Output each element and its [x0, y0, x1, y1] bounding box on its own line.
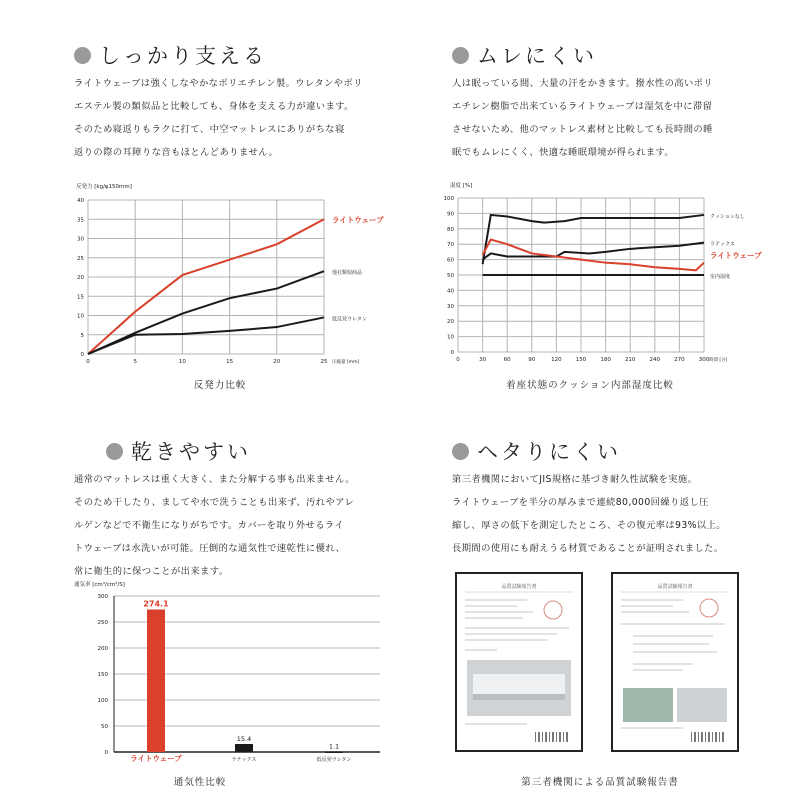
- x-tick-label: 低反発ウレタン: [316, 757, 352, 763]
- y-tick-label: 60: [447, 257, 454, 264]
- y-tick-label: 200: [97, 646, 108, 652]
- series-line: [483, 243, 704, 260]
- section-heading: [452, 436, 621, 466]
- y-tick-label: 80: [447, 226, 454, 233]
- bar: [235, 744, 253, 752]
- body-line: エチレン樹脂で出来ているライトウェーブは湿気を中に滞留: [452, 101, 713, 112]
- x-tick-label: 10: [178, 359, 186, 365]
- bullet-dot-icon: [452, 47, 469, 64]
- y-tick-label: 250: [97, 620, 108, 626]
- section-title: 乾きやすい: [131, 440, 251, 464]
- y-tick-label: 40: [77, 198, 84, 204]
- y-tick-label: 30: [77, 236, 84, 243]
- x-tick-label: 20: [273, 359, 281, 365]
- series-label: ラテックス: [710, 241, 735, 248]
- x-axis-label: 圧縮量 [mm]: [332, 360, 360, 365]
- body-line: させないため、他のマットレス素材と比較しても長時間の睡: [452, 124, 713, 135]
- section-heading: [452, 40, 597, 70]
- section-humidity: [400, 0, 800, 400]
- x-tick-label: ライトウェーブ: [130, 754, 182, 763]
- y-tick-label: 35: [77, 217, 84, 224]
- series-label: 低反発ウレタン: [332, 316, 367, 323]
- y-tick-label: 10: [77, 313, 84, 320]
- bullet-dot-icon: [452, 443, 469, 460]
- x-tick-label: 210: [624, 357, 636, 363]
- body-line: ライトウェーブは強くしなやかなポリエチレン製。ウレタンやポリ: [74, 78, 363, 89]
- y-tick-label: 30: [447, 303, 454, 310]
- section-durability: [400, 400, 800, 800]
- x-tick-label: 60: [503, 357, 511, 363]
- body-line: 第三者機関においてJIS規格に基づき耐久性試験を実施。: [452, 474, 698, 485]
- y-tick-label: 150: [97, 672, 108, 678]
- bar-value-label: 15.4: [236, 734, 252, 743]
- section-body: [452, 72, 782, 164]
- x-tick-label: ラテックス: [231, 757, 257, 763]
- y-tick-label: 50: [101, 724, 108, 730]
- x-tick-label: 25: [320, 359, 328, 365]
- series-line: [88, 271, 324, 354]
- bar-value-label: 274.1: [143, 599, 169, 609]
- series-label: ライトウェーブ: [710, 250, 762, 260]
- y-tick-label: 0: [80, 352, 84, 358]
- series-label: ライトウェーブ: [332, 215, 384, 225]
- test-report-document: [455, 572, 583, 752]
- x-tick-label: 270: [674, 357, 685, 363]
- report-page-image: [613, 574, 737, 750]
- body-line: ルゲンなどで不衛生になりがちです。カバーを取り外せるライ: [74, 520, 345, 531]
- section-dry: [0, 400, 400, 800]
- test-report-document: [611, 572, 739, 752]
- body-line: 通常のマットレスは重く大きく、また分解する事も出来ません。: [74, 474, 355, 485]
- body-line: 眠でもムレにくく、快適な睡眠環境が得られます。: [452, 147, 675, 158]
- report-title: 品質試験報告書: [501, 584, 537, 590]
- section-title: ヘタりにくい: [477, 440, 621, 464]
- body-line: エステル製の類似品と比較しても、身体を支える力が違います。: [74, 101, 354, 112]
- x-tick-label: 0: [86, 359, 90, 365]
- y-tick-label: 20: [77, 275, 84, 281]
- body-line: 長期間の使用にも耐えうる材質であることが証明されました。: [452, 543, 724, 554]
- y-tick-label: 10: [447, 334, 454, 341]
- x-tick-label: 90: [528, 357, 536, 363]
- x-tick-label: 180: [600, 357, 611, 363]
- series-label: 他社類似商品: [332, 270, 363, 277]
- y-tick-label: 25: [77, 255, 84, 262]
- humidity-chart: [430, 178, 800, 368]
- section-title: しっかり支える: [99, 44, 267, 68]
- x-tick-label: 5: [133, 359, 137, 365]
- rebound-chart: [60, 178, 400, 368]
- documents-caption: 第三者機関による品質試験報告書: [521, 777, 679, 788]
- section-heading: [106, 436, 251, 466]
- body-line: そのため干したり、ましてや水で洗うことも出来ず、汚れやアレ: [74, 497, 355, 508]
- chart-caption: 反発力比較: [193, 380, 247, 391]
- y-tick-label: 100: [443, 196, 454, 202]
- body-line: トウェーブは水洗いが可能。圧倒的な通気性で速乾性に優れ、: [74, 543, 346, 554]
- x-tick-label: 240: [649, 357, 661, 363]
- y-tick-label: 300: [97, 594, 108, 600]
- series-line: [88, 219, 324, 354]
- x-tick-label: 120: [551, 357, 562, 363]
- x-tick-label: 30: [479, 357, 487, 363]
- chart-caption: 通気性比較: [173, 777, 227, 788]
- body-line: 常に衛生的に保つことが出来ます。: [74, 566, 229, 577]
- y-tick-label: 0: [450, 350, 454, 356]
- bullet-dot-icon: [74, 47, 91, 64]
- section-title: ムレにくい: [477, 44, 597, 68]
- section-body: [74, 468, 394, 583]
- y-tick-label: 40: [447, 288, 454, 295]
- y-axis-label: 湿度 [%]: [450, 183, 473, 189]
- report-page-image: [457, 574, 581, 750]
- section-heading: [74, 40, 267, 70]
- breathability-chart: [70, 576, 390, 770]
- body-line: 返りの際の耳障りな音もほとんどありません。: [74, 147, 279, 158]
- y-axis-label: 通気率 [cm³/cm²/S]: [74, 582, 125, 588]
- y-tick-label: 0: [104, 750, 108, 756]
- x-tick-label: 300: [698, 357, 710, 363]
- x-tick-label: 150: [575, 357, 587, 363]
- x-tick-label: 15: [226, 359, 234, 365]
- x-tick-label: 0: [456, 357, 460, 363]
- bar: [325, 751, 343, 753]
- y-tick-label: 70: [447, 242, 454, 249]
- y-tick-label: 100: [97, 698, 108, 704]
- chart-caption: 着座状態のクッション内部湿度比較: [506, 380, 674, 391]
- bullet-dot-icon: [106, 443, 123, 460]
- y-tick-label: 20: [447, 319, 454, 326]
- section-support: [0, 0, 400, 400]
- bar-value-label: 1.1: [328, 742, 340, 751]
- y-tick-label: 5: [80, 332, 84, 339]
- y-tick-label: 90: [447, 211, 454, 218]
- y-axis-label: 反発力 [kg/φ150mm]: [76, 184, 132, 190]
- x-axis-label: 時間 [分]: [709, 358, 728, 363]
- body-line: そのため寝返りもラクに打て、中空マットレスにありがちな寝: [74, 124, 345, 135]
- body-line: ライトウェーブを半分の厚みまで連続80,000回繰り返し圧: [452, 497, 709, 508]
- body-line: 人は眠っている間、大量の汗をかきます。撥水性の高いポリ: [452, 78, 714, 89]
- y-tick-label: 15: [77, 294, 84, 301]
- y-tick-label: 50: [447, 273, 454, 279]
- section-body: [452, 468, 792, 560]
- bar: [147, 609, 165, 752]
- body-line: 縮し、厚さの低下を測定したところ、その復元率は93%以上。: [452, 520, 726, 531]
- series-label: クッションなし: [710, 213, 745, 220]
- section-body: [74, 72, 394, 164]
- report-title: 品質試験報告書: [657, 584, 693, 590]
- series-label: 室内湿度: [710, 274, 731, 280]
